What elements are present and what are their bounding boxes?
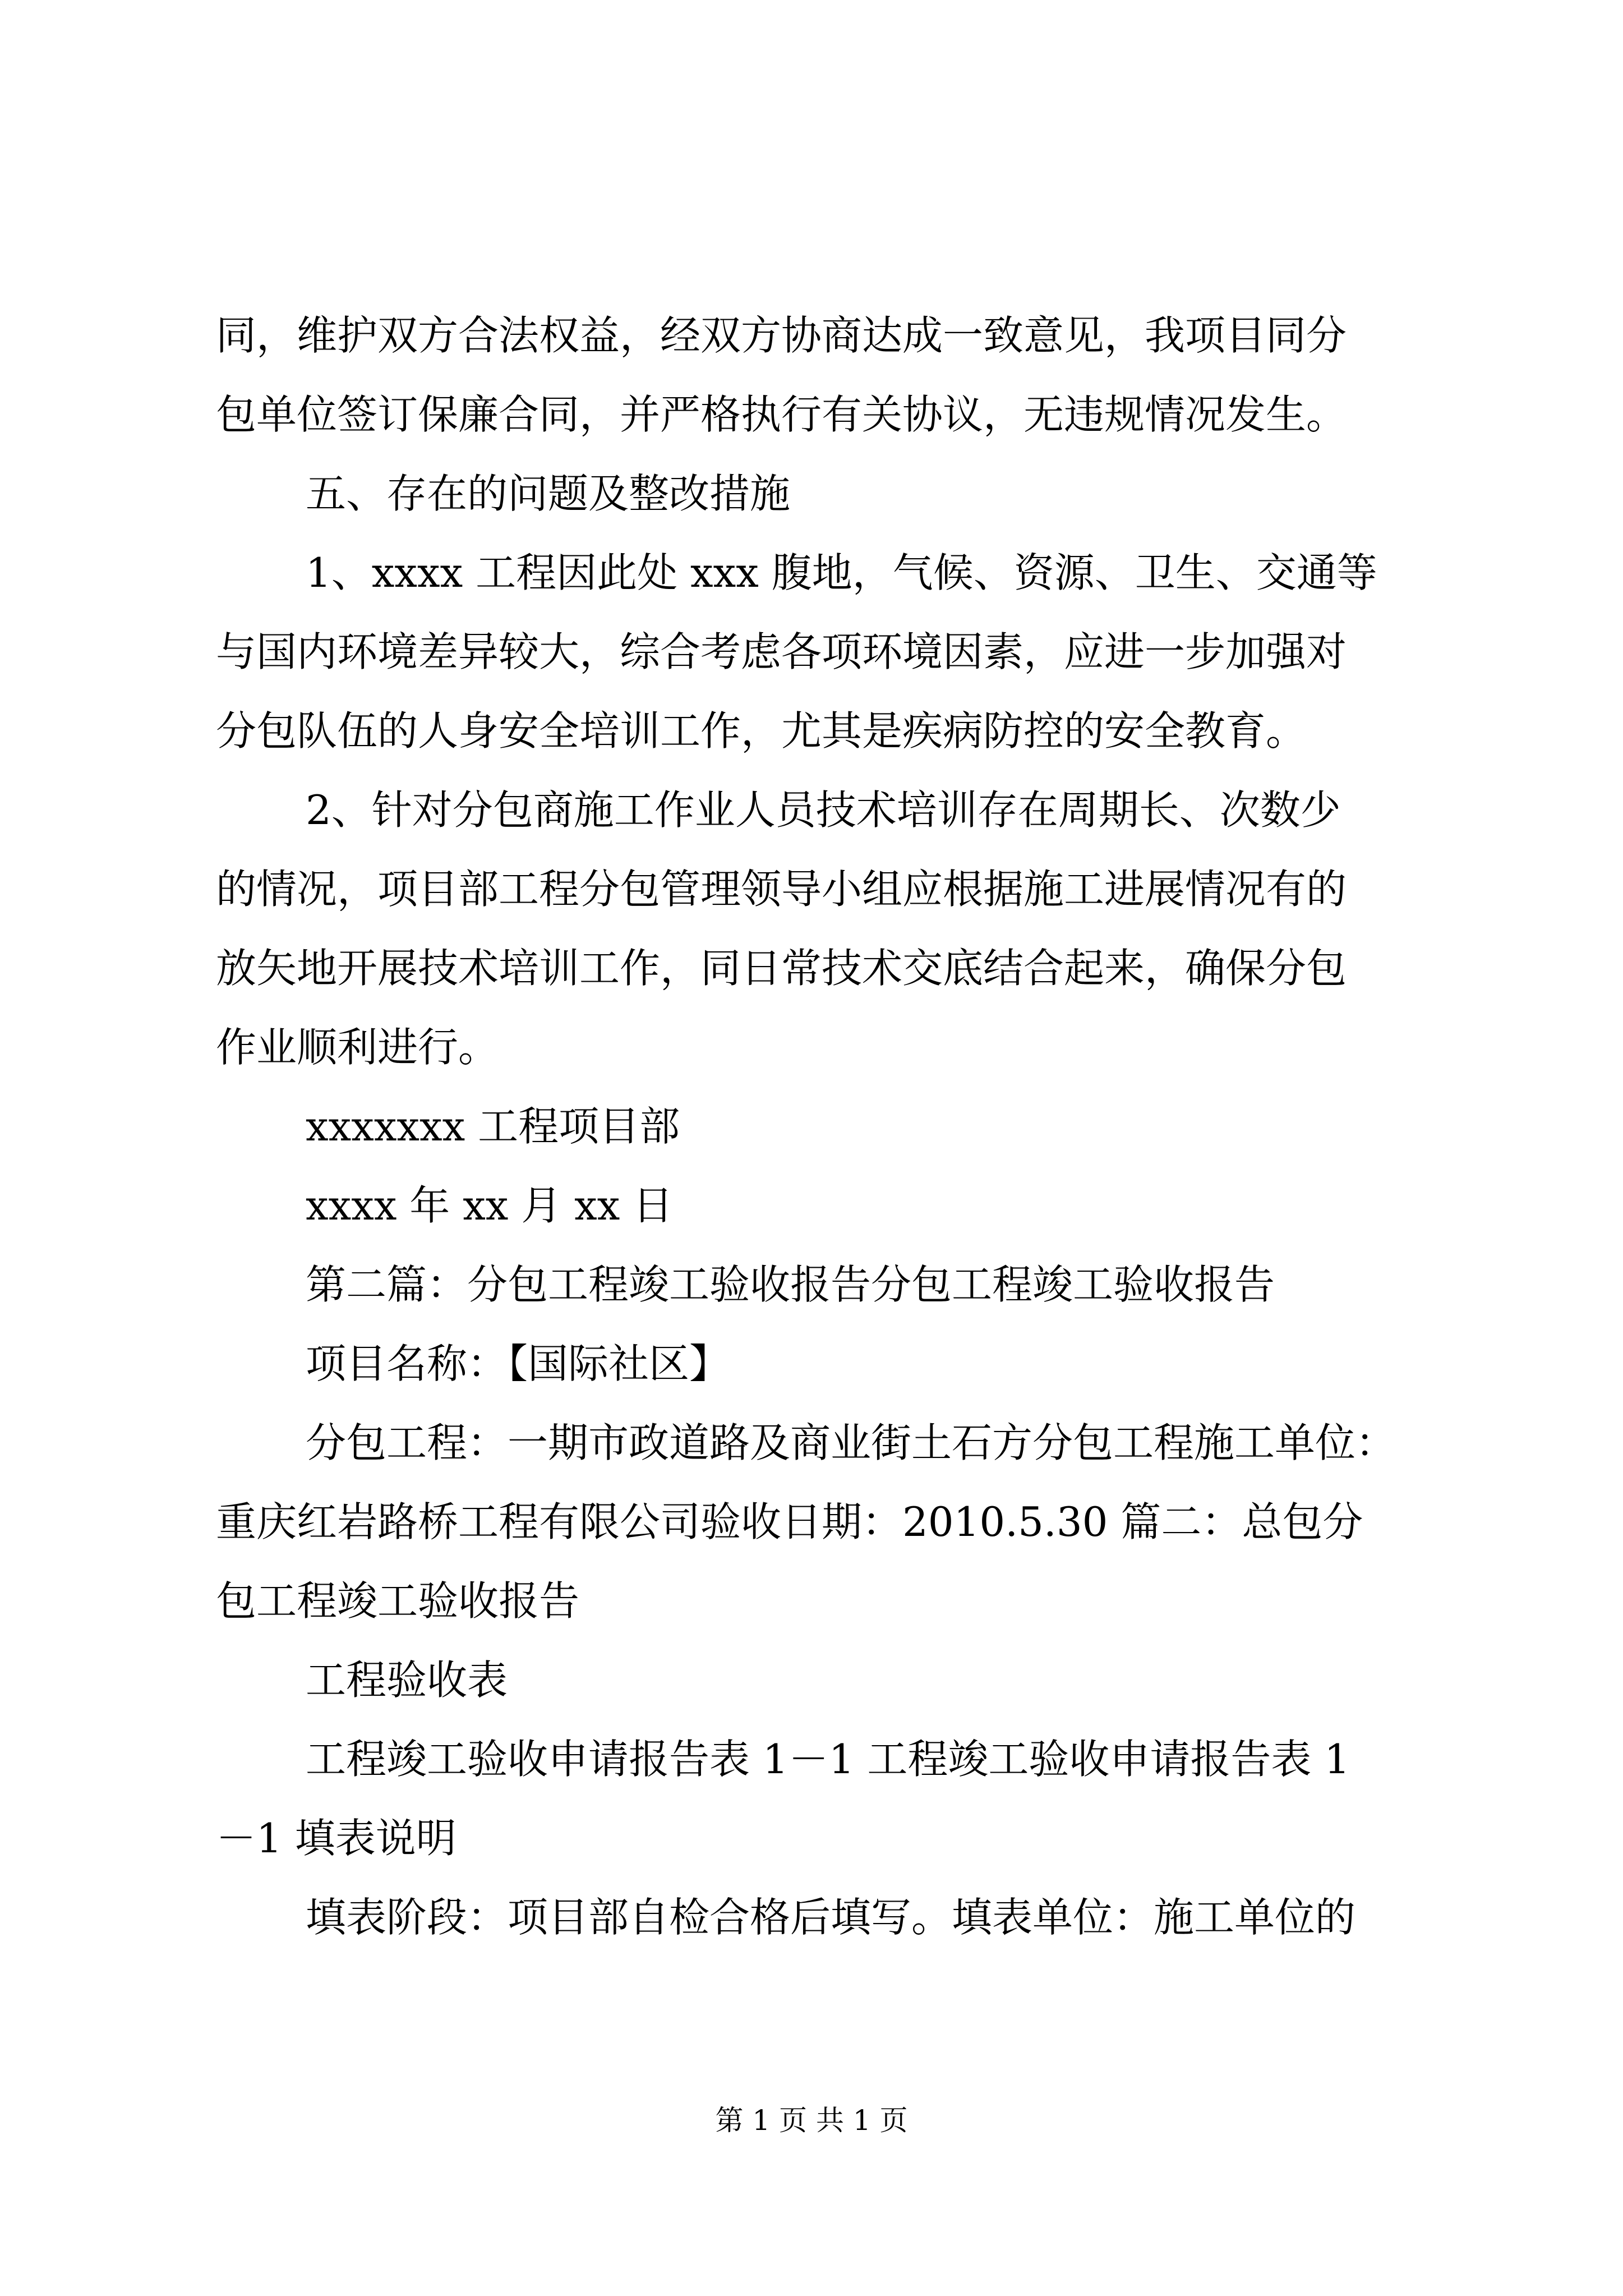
text-line-7: 2、针对分包商施工作业人员技术培训存在周期长、次数少 <box>306 786 1341 834</box>
text-line-21: 填表阶段：项目部自检合格后填写。填表单位：施工单位的 <box>306 1894 1356 1941</box>
signature-date: xxxx 年 xx 月 xx 日 <box>306 1182 674 1229</box>
text-line-10: 作业顺利进行。 <box>216 1024 499 1071</box>
text-line-8: 的情况，项目部工程分包管理领导小组应根据施工进展情况有的 <box>216 866 1347 913</box>
signature-department: xxxxxxx 工程项目部 <box>306 1103 680 1150</box>
text-line-5: 与国内环境差异较大，综合考虑各项环境因素，应进一步加强对 <box>216 628 1347 675</box>
text-line-17: 包工程竣工验收报告 <box>216 1577 580 1625</box>
document-body <box>216 296 1422 1957</box>
text-line-15: 分包工程：一期市政道路及商业街土石方分包工程施工单位： <box>306 1419 1396 1466</box>
text-line-16: 重庆红岩路桥工程有限公司验收日期：2010.5.30 篇二：总包分 <box>216 1498 1363 1545</box>
text-line-2: 包单位签订保廉合同，并严格执行有关协议，无违规情况发生。 <box>216 391 1347 438</box>
text-line-6: 分包队伍的人身安全培训工作，尤其是疾病防控的安全教育。 <box>216 707 1307 754</box>
text-line-20: －1 填表说明 <box>216 1815 457 1862</box>
text-line-4: 1、xxxx 工程因此处 xxx 腹地，气候、资源、卫生、交通等 <box>306 549 1377 596</box>
table-title: 工程验收表 <box>306 1657 508 1704</box>
text-line-19: 工程竣工验收申请报告表 1－1 工程竣工验收申请报告表 1 <box>306 1736 1350 1783</box>
page-footer: 第 1 页 共 1 页 <box>715 2104 908 2137</box>
text-line-9: 放矢地开展技术培训工作，同日常技术交底结合起来，确保分包 <box>216 945 1347 992</box>
section-heading: 五、存在的问题及整改措施 <box>306 470 791 517</box>
project-name: 项目名称：【国际社区】 <box>306 1340 730 1387</box>
text-line-1: 同，维护双方合法权益，经双方协商达成一致意见，我项目同分 <box>216 312 1347 359</box>
chapter-title: 第二篇：分包工程竣工验收报告分包工程竣工验收报告 <box>306 1261 1275 1308</box>
